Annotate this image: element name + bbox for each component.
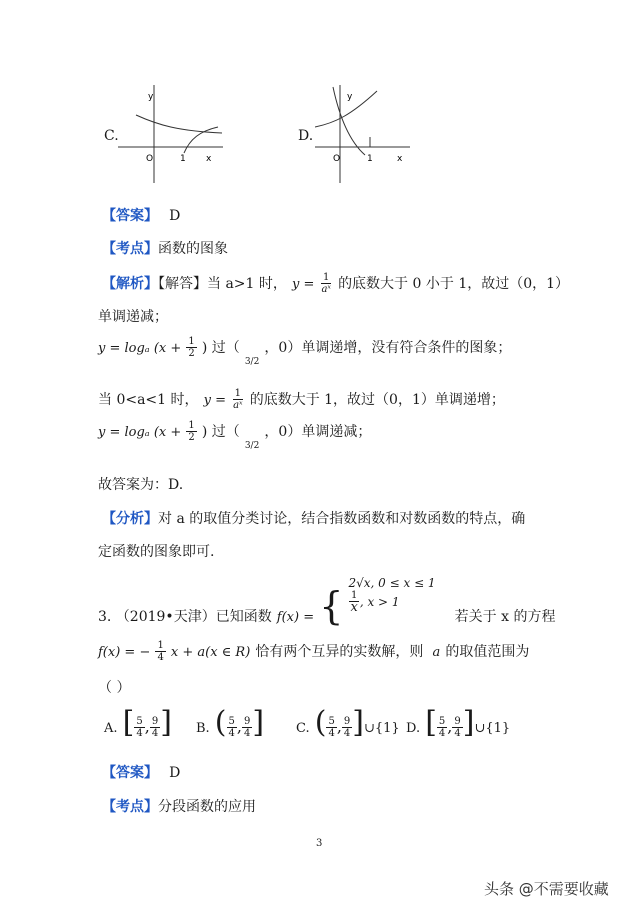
q3-l2-c: 恰有两个互异的实数解，则	[255, 644, 424, 660]
kaodian-text: 分段函数的应用	[158, 799, 256, 815]
q3-case2	[348, 590, 435, 613]
jiexi-l1-y: y =	[291, 277, 315, 292]
left-bracket: [	[425, 705, 437, 740]
graph-c-log-curve	[184, 127, 218, 153]
frac-num: 9	[343, 716, 351, 727]
fraction	[186, 336, 196, 359]
jiexi-l5-c: ，0）单调递减；	[264, 424, 372, 440]
answer-tag: 【答案】	[102, 765, 158, 781]
frac-den: 4	[328, 728, 335, 739]
graph-d	[315, 85, 425, 185]
fraction	[155, 640, 165, 663]
frac-num: 1	[234, 388, 242, 399]
graph-d-exp-curve	[315, 91, 377, 127]
fraction	[134, 716, 144, 739]
frac-num: 1	[188, 336, 195, 347]
fraction	[319, 272, 333, 295]
q3-cases	[348, 576, 435, 613]
page-number: 3	[316, 838, 323, 849]
frac-den: 4	[151, 728, 159, 739]
answer-value: D	[169, 208, 181, 224]
jiexi-line-1	[102, 272, 569, 295]
graph-c-exp-curve	[136, 115, 222, 133]
answer-value: D	[169, 765, 181, 781]
graph-c	[118, 85, 228, 185]
fraction	[326, 716, 336, 739]
graph-c-one-label: 1	[180, 154, 186, 164]
frac-den: 4	[157, 652, 164, 663]
frac-num: 5	[136, 716, 143, 727]
option-label: D.	[406, 721, 421, 736]
kaodian-tag: 【考点】	[102, 241, 158, 257]
graph-c-y-label: y	[148, 92, 154, 102]
jiexi-line-5	[98, 420, 372, 451]
frac-num: 5	[228, 716, 235, 727]
q3-tail: 若关于 x 的方程	[454, 609, 556, 625]
jiexi-l4-a: 当 0<a<1 时，	[98, 392, 199, 408]
frac-num: 9	[243, 716, 251, 727]
graph-c-x-label: x	[206, 154, 212, 164]
fraction	[227, 716, 237, 739]
jieda-tag: 【解答】	[158, 276, 207, 292]
left-bracket: (	[314, 705, 327, 740]
frac-num: 9	[151, 716, 159, 727]
frac-den: aˣ	[233, 400, 243, 411]
watermark: 头条 @不需要收藏	[484, 880, 609, 898]
fraction	[242, 716, 252, 739]
jiexi-line-2: 单调递减；	[98, 309, 168, 325]
left-bracket: [	[122, 705, 135, 740]
jiexi-l5-b: ) 过（	[201, 424, 240, 440]
jiexi-l5-frac: 3/2	[244, 441, 260, 451]
q3-l2-a: f(x) = −	[98, 645, 151, 660]
fraction	[348, 590, 359, 613]
q3-l2-d: 的取值范围为	[445, 644, 530, 660]
jiexi-l3-a: y = logₐ (x +	[98, 341, 182, 356]
fraction	[437, 716, 447, 739]
fraction	[342, 716, 352, 739]
answer-tag: 【答案】	[102, 208, 158, 224]
right-bracket: ]	[252, 705, 265, 740]
right-bracket: ]	[352, 705, 364, 740]
kaodian-tag: 【考点】	[102, 799, 158, 815]
option-b[interactable]: B. ( $\frac{5}{4}$ , $\frac{9}{4}$ ]	[196, 705, 265, 740]
jiexi-tag: 【解析】	[102, 276, 158, 292]
left-bracket: (	[214, 705, 227, 740]
graph-d-y-label: y	[347, 92, 353, 102]
fenxi-tag: 【分析】	[102, 511, 158, 527]
jiexi-l1-b: 的底数大于 0 小于 1，故过（0，1）	[338, 276, 570, 292]
graph-d-one-label: 1	[367, 154, 373, 164]
jiexi-l5-a: y = logₐ (x +	[98, 425, 182, 440]
frac-num: 1	[157, 640, 164, 651]
fraction	[452, 716, 462, 739]
option-c-graph-label: C.	[104, 128, 119, 144]
fraction	[186, 420, 196, 443]
fenxi-line-1	[102, 508, 525, 528]
option-extra: ∪{1}	[474, 721, 511, 736]
answer-1	[102, 205, 180, 225]
frac-den: 4	[243, 728, 251, 739]
frac-num: 5	[438, 716, 446, 727]
jiexi-line-4	[98, 388, 505, 411]
frac-num: 1	[350, 590, 358, 601]
frac-den: 4	[438, 728, 446, 739]
frac-den: 2	[188, 348, 195, 359]
graph-d-origin: O	[333, 154, 341, 164]
q3-l2-a-var: a	[432, 645, 441, 660]
jiexi-l4-b: 的底数大于 1，故过（0，1）单调递增；	[249, 392, 505, 408]
option-label: B.	[196, 721, 210, 736]
q3-fx: f(x) =	[276, 610, 315, 625]
brace-icon: {	[319, 584, 344, 628]
fenxi-line-2: 定函数的图象即可.	[98, 544, 215, 560]
frac-den: 2	[188, 432, 195, 443]
frac-num: 1	[323, 272, 330, 283]
frac-den: 4	[454, 728, 461, 739]
kaodian-1	[102, 238, 228, 258]
frac-den: aˣ	[321, 284, 331, 295]
jiexi-l1-a: 当 a>1 时，	[207, 276, 287, 292]
jiexi-line-3	[98, 336, 512, 367]
fraction	[231, 388, 245, 411]
question-3-line-2	[98, 640, 529, 663]
right-bracket: ]	[462, 705, 475, 740]
option-d-graph-label: D.	[298, 128, 314, 144]
answer-parentheses: （ ）	[98, 680, 131, 696]
option-d[interactable]: D. [ $\frac{5}{4}$ , $\frac{9}{4}$ ]∪{1}	[406, 705, 511, 740]
graph-c-origin: O	[146, 154, 154, 164]
answer-2	[102, 762, 180, 782]
frac-num: 9	[454, 716, 461, 727]
frac-den: x	[350, 600, 358, 615]
jiexi-l3-c: ，0）单调递增，没有符合条件的图象；	[264, 340, 512, 356]
option-extra: ∪{1}	[364, 721, 400, 736]
right-bracket: ]	[160, 705, 172, 740]
question-3-line-1	[98, 576, 556, 628]
frac-num: 5	[328, 716, 335, 727]
q3-case2-cond: , x > 1	[359, 595, 400, 609]
option-a[interactable]: A. [ $\frac{5}{4}$ , $\frac{9}{4}$ ]	[104, 705, 172, 740]
q3-head: 3. （2019•天津）已知函数	[98, 609, 272, 625]
frac-den: 4	[136, 728, 143, 739]
graph-d-x-label: x	[397, 154, 403, 164]
jiexi-l3-b: ) 过（	[201, 340, 240, 356]
fenxi-l1: 对 a 的取值分类讨论，结合指数函数和对数函数的特点，确	[158, 511, 526, 527]
q3-case1: 2√x, 0 ≤ x ≤ 1	[348, 576, 436, 590]
kaodian-text: 函数的图象	[158, 241, 228, 257]
option-c[interactable]: C. ( $\frac{5}{4}$ , $\frac{9}{4}$ ]∪{1}	[296, 705, 400, 740]
q3-l2-b: x + a(x ∈ R)	[170, 645, 251, 660]
fraction	[150, 716, 160, 739]
jiexi-l3-frac: 3/2	[244, 357, 260, 367]
kaodian-2	[102, 796, 256, 816]
frac-num: 1	[188, 420, 195, 431]
frac-den: 4	[343, 728, 351, 739]
option-label: A.	[104, 721, 118, 736]
jiexi-l4-y: y =	[203, 393, 226, 408]
option-label: C.	[296, 721, 310, 736]
jiexi-line-6: 故答案为：D.	[98, 477, 184, 493]
frac-den: 4	[228, 728, 235, 739]
